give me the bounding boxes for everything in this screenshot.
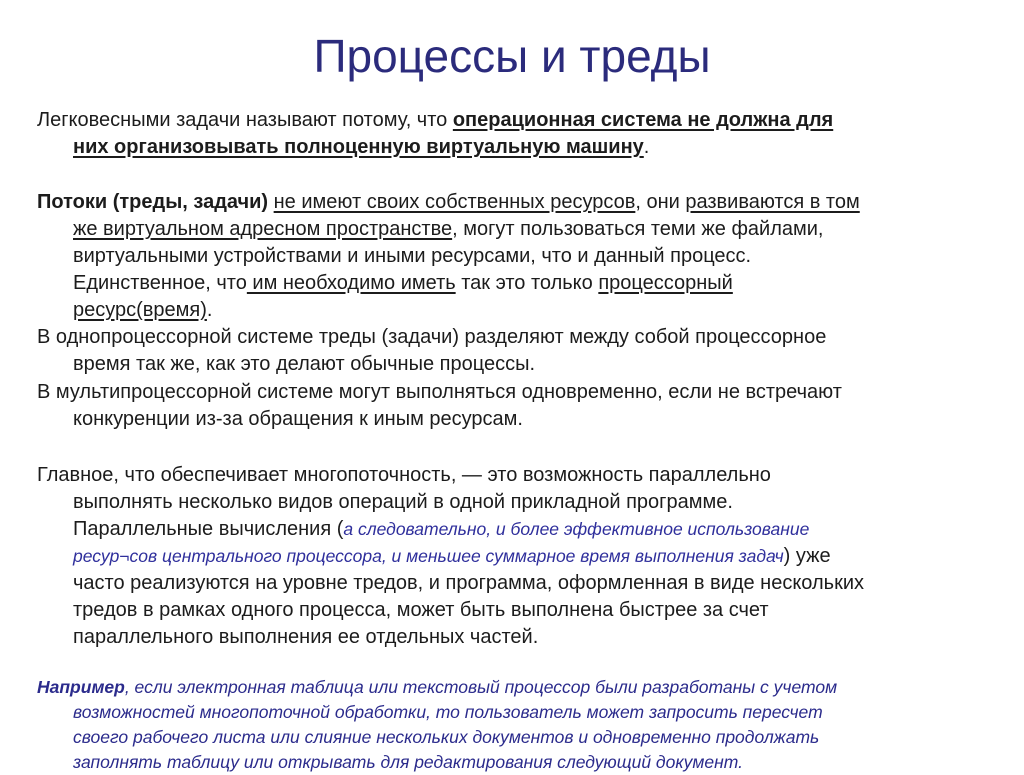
text-line <box>37 297 997 324</box>
text-line <box>37 406 997 433</box>
slide-body <box>37 107 997 775</box>
text-segment: параллельного выполнения ее отдельных частей. <box>73 626 539 648</box>
text-line <box>37 243 997 270</box>
text-line <box>37 351 997 378</box>
text-line <box>37 570 997 597</box>
text-line <box>37 624 997 651</box>
text-line <box>37 189 997 216</box>
text-line <box>37 543 997 570</box>
bold-term: Например <box>37 677 125 697</box>
text-segment: часто реализуются на уровне тредов, и программа, оформленная в виде нескольких <box>73 572 865 594</box>
text-segment: заполнять таблицу или открывать для редактирования следующий документ. <box>73 752 743 772</box>
paragraph-1 <box>37 107 997 161</box>
text-segment: возможностей многопоточной обработки, то пользователь может запросить пересчет <box>73 702 823 722</box>
emphasis-underlined: процессорный <box>598 272 733 294</box>
slide-title: Процессы и треды <box>313 30 711 82</box>
emphasis-underlined: не имеют своих собственных ресурсов <box>273 191 636 213</box>
text-segment: Легковесными задачи называют потому, что <box>37 109 453 131</box>
text-segment: своего рабочего листа или слияние нескольких документов и одновременно продолжать <box>73 727 820 747</box>
text-segment: , они <box>635 191 686 213</box>
emphasis-underlined: ресурс(время) <box>73 299 207 321</box>
paragraph-5 <box>37 462 997 651</box>
paragraph-6 <box>37 675 997 775</box>
text-segment: так это только <box>455 272 599 294</box>
text-segment: виртуальными устройствами и иными ресурсами, что и данный процесс. <box>73 245 752 267</box>
text-line <box>37 700 997 725</box>
text-segment: , если электронная таблица или текстовый процессор были разработаны с учетом <box>124 677 838 697</box>
italic-note: а следовательно, и более эффективное использование <box>343 519 810 539</box>
text-segment: тредов в рамках одного процесса, может быть выполнена быстрее за счет <box>73 599 769 621</box>
text-segment: конкуренции из-за обращения к иным ресурсам. <box>73 408 523 430</box>
text-line <box>37 597 997 624</box>
text-line <box>37 725 997 750</box>
paragraph-2 <box>37 189 997 324</box>
text-line <box>37 516 997 543</box>
text-segment: . <box>643 136 650 158</box>
emphasis-underlined: операционная система не должна для <box>452 109 834 131</box>
text-line <box>37 750 997 775</box>
text-segment: Главное, что обеспечивает многопоточность, — это возможность параллельно <box>37 464 771 486</box>
text-segment: ) уже <box>783 545 831 567</box>
bold-term: Потоки (треды, задачи) <box>37 191 269 213</box>
text-line <box>37 379 997 406</box>
text-segment: время так же, как это делают обычные процессы. <box>73 353 536 375</box>
italic-note: ресур¬сов центрального процессора, и меньшее суммарное время выполнения задач <box>73 546 784 566</box>
paragraph-3 <box>37 324 997 378</box>
text-line <box>37 107 997 134</box>
emphasis-underlined: же виртуальном адресном пространстве <box>73 218 453 240</box>
text-line <box>37 675 997 700</box>
text-segment: Параллельные вычисления ( <box>73 518 344 540</box>
text-segment: В мультипроцессорной системе могут выполняться одновременно, если не встречают <box>37 381 842 403</box>
emphasis-underlined: им необходимо иметь <box>246 272 456 294</box>
text-line <box>37 324 997 351</box>
text-segment: Единственное, что <box>73 272 247 294</box>
text-segment: В однопроцессорной системе треды (задачи) разделяют между собой процессорное <box>37 326 827 348</box>
text-line <box>37 134 997 161</box>
text-line <box>37 489 997 516</box>
emphasis-underlined: них организовывать полноценную виртуальную машину <box>73 136 644 158</box>
text-segment: , могут пользоваться теми же файлами, <box>452 218 824 240</box>
text-segment: выполнять несколько видов операций в одной прикладной программе. <box>73 491 733 513</box>
text-line <box>37 270 997 297</box>
text-line <box>37 216 997 243</box>
text-segment: . <box>206 299 213 321</box>
paragraph-4 <box>37 379 997 433</box>
emphasis-underlined: развиваются в том <box>685 191 860 213</box>
text-line <box>37 462 997 489</box>
